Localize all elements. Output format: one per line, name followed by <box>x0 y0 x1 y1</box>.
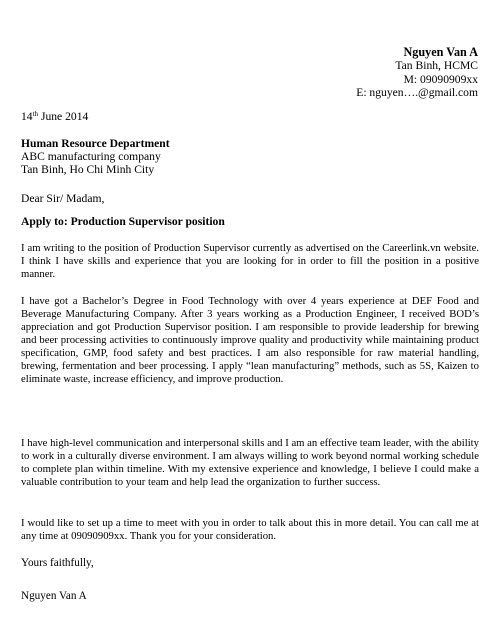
sender-email: E: nguyen….@gmail.com <box>356 86 478 100</box>
recipient-block <box>21 137 170 176</box>
letter-date <box>21 108 88 123</box>
body-paragraph-experience: I have got a Bachelor’s Degree in Food Technology with over 4 years experience at DEF Food and Beverage Manufacturing Company. After 3 years working as a Production Engineer, I received BOD’s appreciation and got Production Supervisor position. I am responsible to provide leadership for brewing and beer processing activities to continuously improve quality and productivity while maintaining product specification, GMP, food safety and best practices. I am also responsible for raw material handling, brewing, fermentation and beer processing. I apply “lean manufacturing” methods, such as 5S, Kaizen to eliminate waste, increase efficiency, and improve production. <box>21 295 479 385</box>
sender-block <box>356 46 478 100</box>
date-day: 14 <box>21 110 33 123</box>
salutation: Dear Sir/ Madam, <box>21 192 105 205</box>
closing: Yours faithfully, <box>21 557 94 569</box>
sender-mobile: M: 09090909xx <box>403 72 478 86</box>
date-month-year: June 2014 <box>38 110 89 123</box>
date-suffix: th <box>32 110 39 118</box>
body-paragraph-request: I would like to set up a time to meet with you in order to talk about this in more detail. You can call me at any time at 09090909xx. Thank you for your consideration. <box>21 517 479 542</box>
sender-name: Nguyen Van A <box>403 45 478 59</box>
subject-line: Apply to: Production Supervisor position <box>21 215 225 228</box>
recipient-company: ABC manufacturing company <box>21 150 161 163</box>
body-paragraph-intro: I am writing to the position of Production Supervisor currently as advertised on the Careerlink.vn website. I think I have skills and experience that you are looking for in order to fill the position in a positive manner. <box>21 242 479 280</box>
signature-name: Nguyen Van A <box>21 590 87 602</box>
recipient-department: Human Resource Department <box>21 137 170 150</box>
body-paragraph-skills: I have high-level communication and interpersonal skills and I am an effective team leader, with the ability to work in a culturally diverse environment. I am always willing to work beyond normal working schedule to complete plan within timeline. With my extensive experience and knowledge, I believe I could make a valuable contribution to your team and help lead the organization to further success. <box>21 437 479 488</box>
recipient-location: Tan Binh, Ho Chi Minh City <box>21 163 155 176</box>
sender-address: Tan Binh, HCMC <box>395 59 478 73</box>
